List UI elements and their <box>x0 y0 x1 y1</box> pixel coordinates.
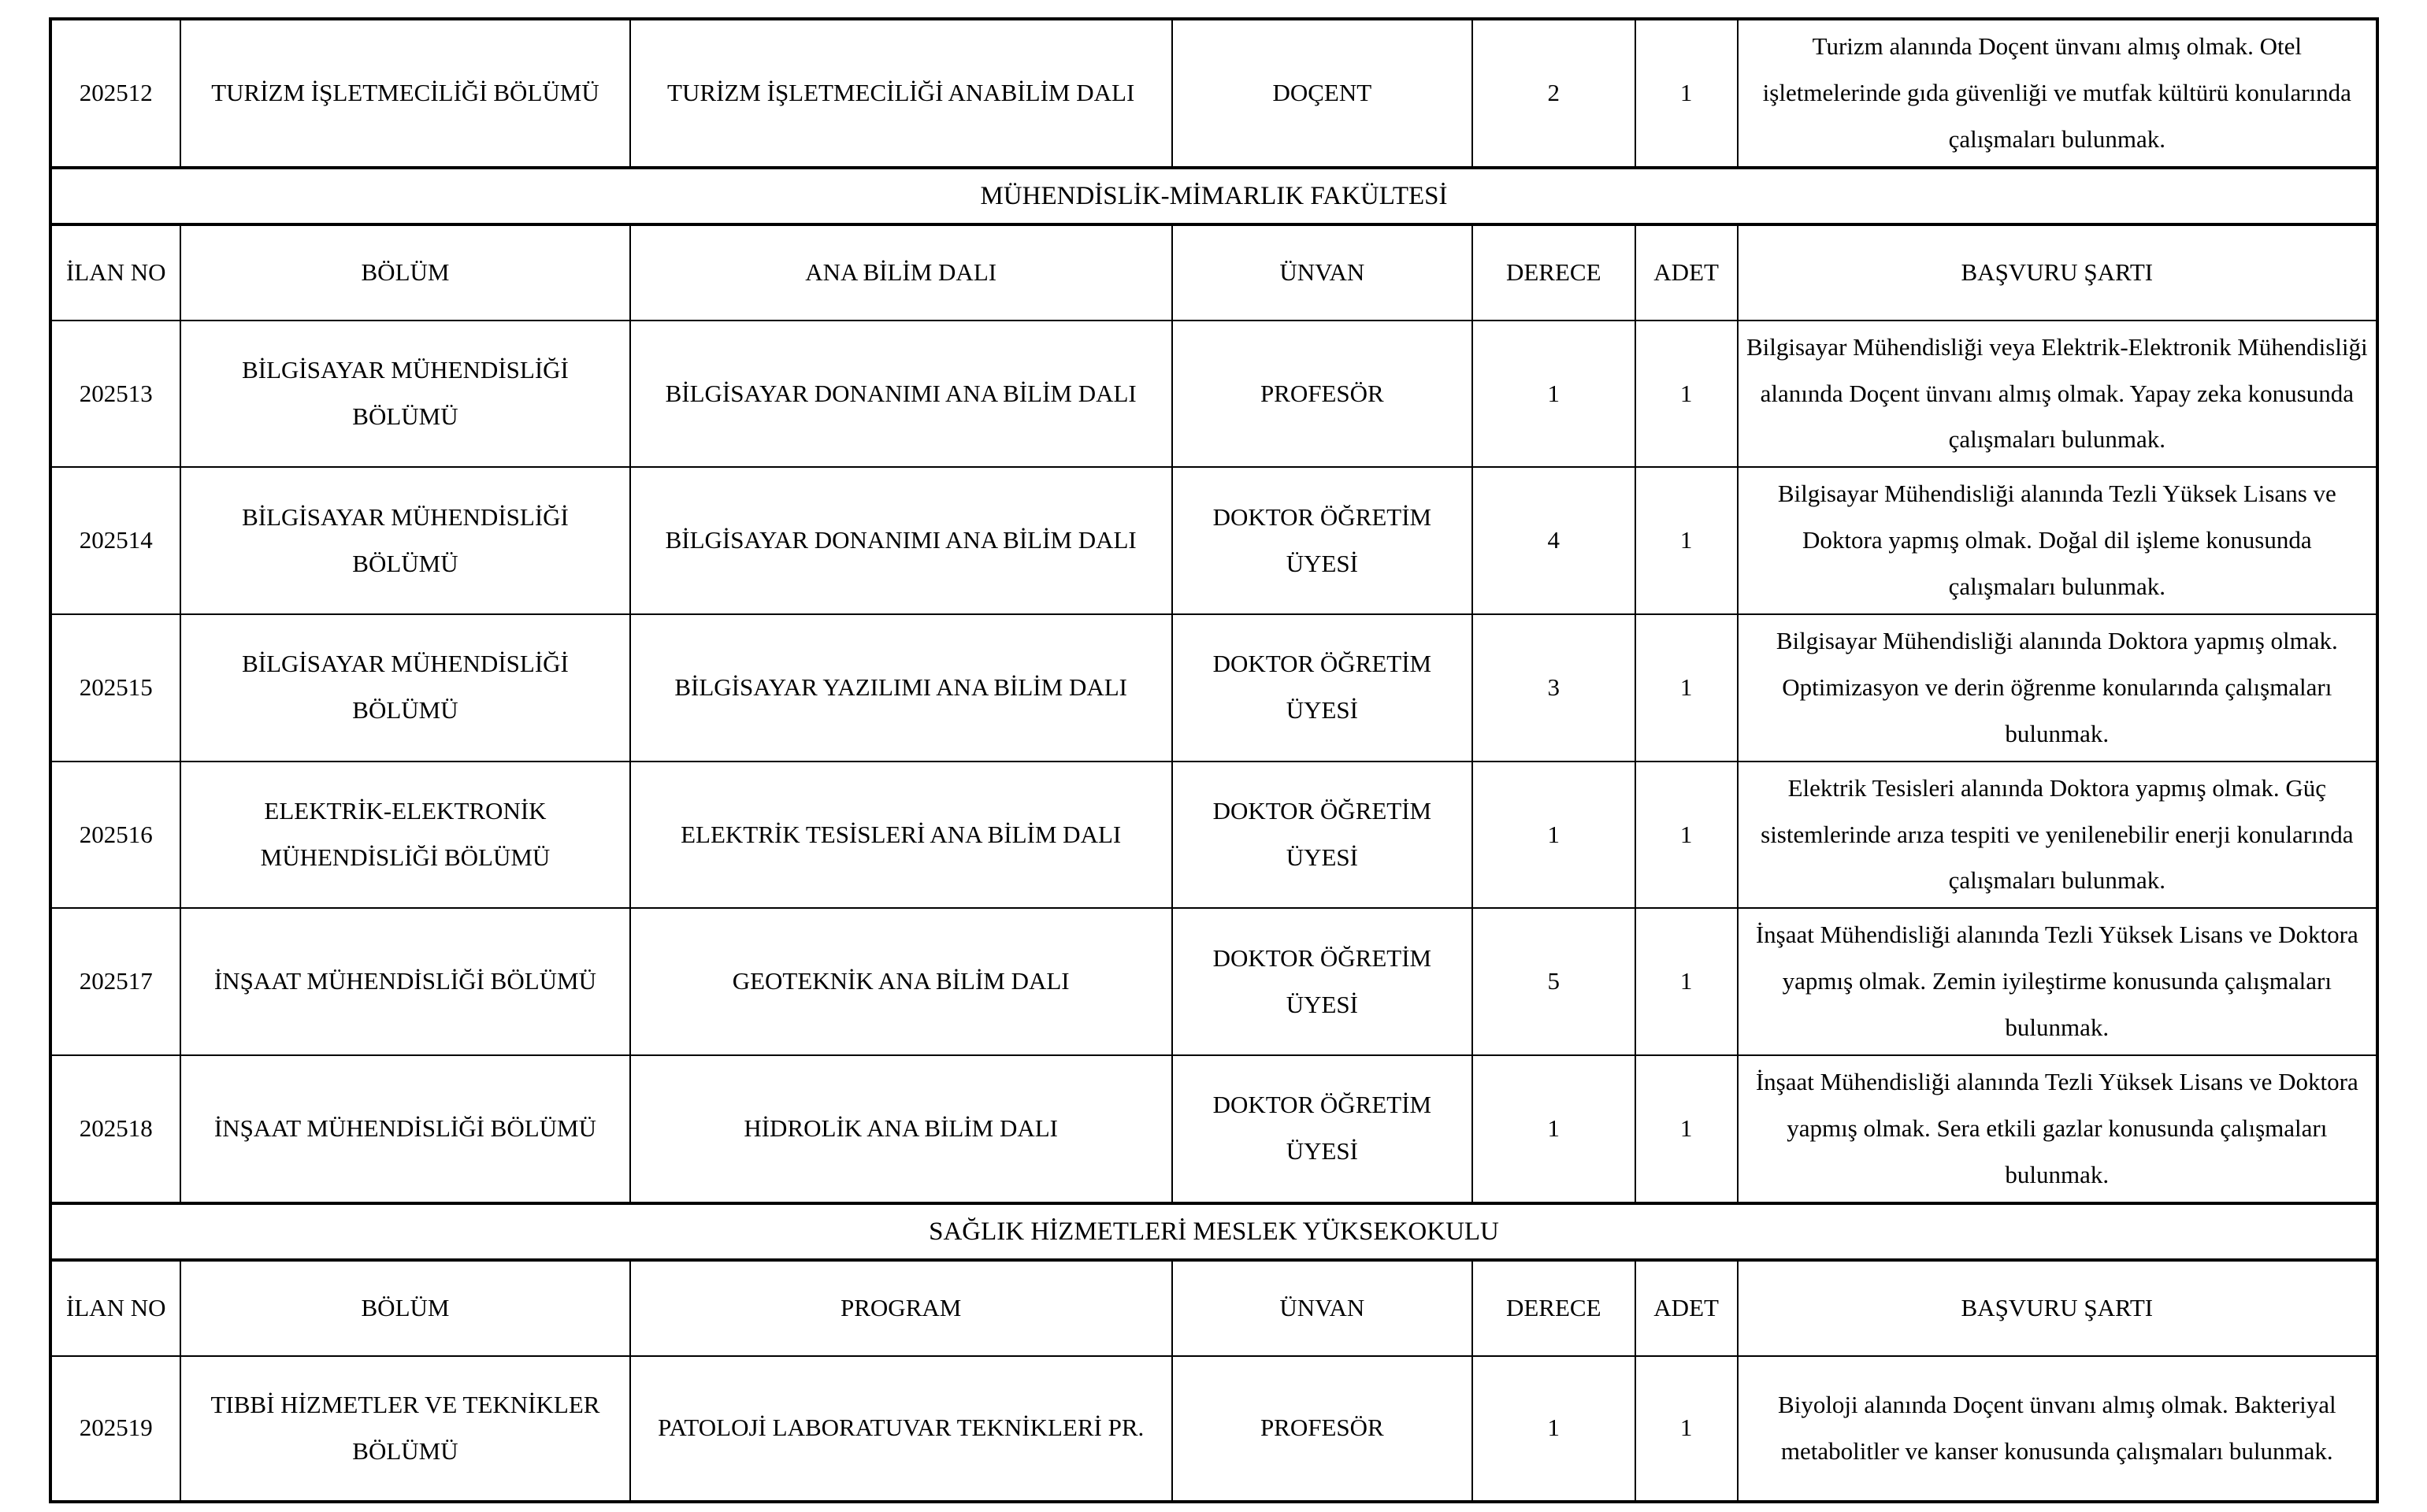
ilan-no-cell: 202514 <box>50 467 180 614</box>
col-header-bolum: BÖLÜM <box>180 1260 629 1356</box>
derece-cell: 1 <box>1472 1356 1635 1502</box>
basvuru-sarti-cell: Elektrik Tesisleri alanında Doktora yapmış olmak. Güç sistemlerinde arıza tespiti ve yenilenebilir enerji konularında çalışmaları bulunmak. <box>1738 762 2377 909</box>
program-cell: PATOLOJİ LABORATUVAR TEKNİKLERİ PR. <box>630 1356 1172 1502</box>
ana-bilim-dali-cell: GEOTEKNİK ANA BİLİM DALI <box>630 908 1172 1055</box>
table-row <box>50 908 2377 1055</box>
table-row <box>50 1055 2377 1203</box>
ana-bilim-dali-cell: BİLGİSAYAR YAZILIMI ANA BİLİM DALI <box>630 614 1172 762</box>
ilan-no-cell: 202513 <box>50 321 180 468</box>
bolum-cell: TURİZM İŞLETMECİLİĞİ BÖLÜMÜ <box>180 19 629 168</box>
section-title: SAĞLIK HİZMETLERİ MESLEK YÜKSEKOKULU <box>50 1203 2377 1260</box>
basvuru-sarti-cell: Bilgisayar Mühendisliği alanında Doktora yapmış olmak. Optimizasyon ve derin öğrenme konularında çalışmaları bulunmak. <box>1738 614 2377 762</box>
col-header-derece: DERECE <box>1472 224 1635 321</box>
bolum-cell: BİLGİSAYAR MÜHENDİSLİĞİ BÖLÜMÜ <box>180 614 629 762</box>
ilan-no-cell: 202518 <box>50 1055 180 1203</box>
ana-bilim-dali-cell: TURİZM İŞLETMECİLİĞİ ANABİLİM DALI <box>630 19 1172 168</box>
table-row <box>50 467 2377 614</box>
col-header-program: PROGRAM <box>630 1260 1172 1356</box>
bolum-cell: ELEKTRİK-ELEKTRONİK MÜHENDİSLİĞİ BÖLÜMÜ <box>180 762 629 909</box>
derece-cell: 1 <box>1472 762 1635 909</box>
ilan-no-cell: 202512 <box>50 19 180 168</box>
section-title: MÜHENDİSLİK-MİMARLIK FAKÜLTESİ <box>50 168 2377 224</box>
bolum-cell: İNŞAAT MÜHENDİSLİĞİ BÖLÜMÜ <box>180 908 629 1055</box>
unvan-cell: DOKTOR ÖĞRETİM ÜYESİ <box>1172 467 1472 614</box>
ana-bilim-dali-cell: HİDROLİK ANA BİLİM DALI <box>630 1055 1172 1203</box>
adet-cell: 1 <box>1635 321 1738 468</box>
section-row <box>50 1203 2377 1260</box>
adet-cell: 1 <box>1635 1356 1738 1502</box>
table-row <box>50 614 2377 762</box>
bolum-cell: TIBBİ HİZMETLER VE TEKNİKLER BÖLÜMÜ <box>180 1356 629 1502</box>
table-row <box>50 762 2377 909</box>
basvuru-sarti-cell: Bilgisayar Mühendisliği alanında Tezli Yüksek Lisans ve Doktora yapmış olmak. Doğal dil işleme konusunda çalışmaları bulunmak. <box>1738 467 2377 614</box>
basvuru-sarti-cell: Turizm alanında Doçent ünvanı almış olmak. Otel işletmelerinde gıda güvenliği ve mutfak kültürü konularında çalışmaları bulunmak. <box>1738 19 2377 168</box>
table-row <box>50 19 2377 168</box>
adet-cell: 1 <box>1635 614 1738 762</box>
derece-cell: 2 <box>1472 19 1635 168</box>
academic-positions-table <box>49 17 2379 1503</box>
basvuru-sarti-cell: İnşaat Mühendisliği alanında Tezli Yüksek Lisans ve Doktora yapmış olmak. Zemin iyileştirme konusunda çalışmaları bulunmak. <box>1738 908 2377 1055</box>
ana-bilim-dali-cell: BİLGİSAYAR DONANIMI ANA BİLİM DALI <box>630 321 1172 468</box>
ilan-no-cell: 202516 <box>50 762 180 909</box>
ilan-no-cell: 202517 <box>50 908 180 1055</box>
col-header-ana-bilim-dali: ANA BİLİM DALI <box>630 224 1172 321</box>
adet-cell: 1 <box>1635 467 1738 614</box>
col-header-basvuru-sarti: BAŞVURU ŞARTI <box>1738 1260 2377 1356</box>
unvan-cell: DOKTOR ÖĞRETİM ÜYESİ <box>1172 1055 1472 1203</box>
adet-cell: 1 <box>1635 762 1738 909</box>
derece-cell: 1 <box>1472 1055 1635 1203</box>
col-header-unvan: ÜNVAN <box>1172 1260 1472 1356</box>
derece-cell: 1 <box>1472 321 1635 468</box>
derece-cell: 3 <box>1472 614 1635 762</box>
derece-cell: 5 <box>1472 908 1635 1055</box>
adet-cell: 1 <box>1635 1055 1738 1203</box>
ilan-no-cell: 202515 <box>50 614 180 762</box>
table-row <box>50 1356 2377 1502</box>
col-header-bolum: BÖLÜM <box>180 224 629 321</box>
header-row <box>50 224 2377 321</box>
col-header-derece: DERECE <box>1472 1260 1635 1356</box>
bolum-cell: İNŞAAT MÜHENDİSLİĞİ BÖLÜMÜ <box>180 1055 629 1203</box>
ana-bilim-dali-cell: ELEKTRİK TESİSLERİ ANA BİLİM DALI <box>630 762 1172 909</box>
col-header-ilan-no: İLAN NO <box>50 224 180 321</box>
unvan-cell: DOKTOR ÖĞRETİM ÜYESİ <box>1172 614 1472 762</box>
section-row <box>50 168 2377 224</box>
header-row <box>50 1260 2377 1356</box>
unvan-cell: PROFESÖR <box>1172 1356 1472 1502</box>
basvuru-sarti-cell: İnşaat Mühendisliği alanında Tezli Yüksek Lisans ve Doktora yapmış olmak. Sera etkili gazlar konusunda çalışmaları bulunmak. <box>1738 1055 2377 1203</box>
basvuru-sarti-cell: Biyoloji alanında Doçent ünvanı almış olmak. Bakteriyal metabolitler ve kanser konusunda çalışmaları bulunmak. <box>1738 1356 2377 1502</box>
derece-cell: 4 <box>1472 467 1635 614</box>
col-header-adet: ADET <box>1635 224 1738 321</box>
unvan-cell: DOÇENT <box>1172 19 1472 168</box>
adet-cell: 1 <box>1635 19 1738 168</box>
bolum-cell: BİLGİSAYAR MÜHENDİSLİĞİ BÖLÜMÜ <box>180 321 629 468</box>
unvan-cell: DOKTOR ÖĞRETİM ÜYESİ <box>1172 762 1472 909</box>
adet-cell: 1 <box>1635 908 1738 1055</box>
basvuru-sarti-cell: Bilgisayar Mühendisliği veya Elektrik-Elektronik Mühendisliği alanında Doçent ünvanı almış olmak. Yapay zeka konusunda çalışmaları bulunmak. <box>1738 321 2377 468</box>
unvan-cell: PROFESÖR <box>1172 321 1472 468</box>
unvan-cell: DOKTOR ÖĞRETİM ÜYESİ <box>1172 908 1472 1055</box>
col-header-basvuru-sarti: BAŞVURU ŞARTI <box>1738 224 2377 321</box>
bolum-cell: BİLGİSAYAR MÜHENDİSLİĞİ BÖLÜMÜ <box>180 467 629 614</box>
ana-bilim-dali-cell: BİLGİSAYAR DONANIMI ANA BİLİM DALI <box>630 467 1172 614</box>
col-header-unvan: ÜNVAN <box>1172 224 1472 321</box>
col-header-ilan-no: İLAN NO <box>50 1260 180 1356</box>
table-row <box>50 321 2377 468</box>
col-header-adet: ADET <box>1635 1260 1738 1356</box>
ilan-no-cell: 202519 <box>50 1356 180 1502</box>
